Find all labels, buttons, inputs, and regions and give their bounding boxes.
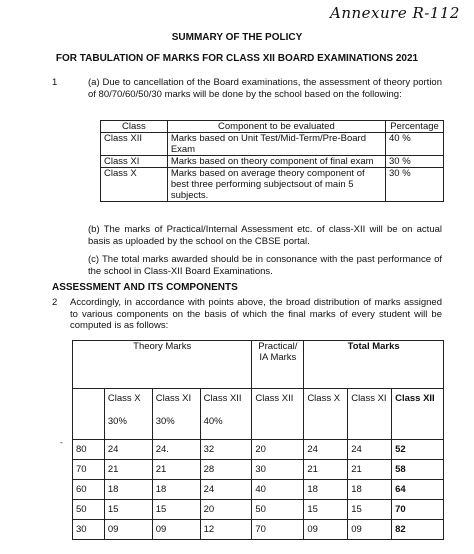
value-cell: 18 bbox=[348, 480, 392, 500]
value-cell: 15 bbox=[304, 500, 348, 520]
class-cell: Class XI bbox=[101, 156, 168, 168]
value-cell: 18 bbox=[104, 480, 152, 500]
sub-header-cell bbox=[200, 389, 252, 440]
final-cell: 70 bbox=[392, 500, 444, 520]
value-cell: 18 bbox=[304, 480, 348, 500]
component-table-header bbox=[101, 121, 444, 133]
sub-header-label: Class XII bbox=[203, 393, 242, 404]
annexure-handwritten-label: Annexure R-112 bbox=[330, 4, 460, 22]
sub-header-cell bbox=[152, 389, 200, 440]
table-row bbox=[101, 133, 444, 156]
page-title: SUMMARY OF THE POLICY bbox=[171, 32, 303, 43]
sub-header-cell bbox=[252, 389, 304, 440]
value-cell: 09 bbox=[104, 520, 152, 540]
paragraph-a: (a) Due to cancellation of the Board examinations, the assessment of theory portion of 80/70/60/50/30 marks will be done by the school based on the following: bbox=[88, 77, 442, 100]
value-cell: 21 bbox=[348, 460, 392, 480]
class-cell: Class XII bbox=[101, 133, 168, 156]
final-cell: 82 bbox=[392, 520, 444, 540]
value-cell: 28 bbox=[200, 460, 252, 480]
percentage-cell: 30 % bbox=[386, 168, 444, 202]
final-cell: 52 bbox=[392, 440, 444, 460]
class-cell: Class X bbox=[101, 168, 168, 202]
total-cell: 60 bbox=[73, 480, 105, 500]
value-cell: 24 bbox=[304, 440, 348, 460]
sub-header-row bbox=[73, 389, 444, 440]
value-cell: 21 bbox=[304, 460, 348, 480]
sub-header-cell bbox=[392, 389, 444, 440]
sub-header-cell bbox=[104, 389, 152, 440]
page-subtitle: FOR TABULATION OF MARKS FOR CLASS XII BOARD EXAMINATIONS 2021 bbox=[55, 53, 419, 64]
component-cell: Marks based on average theory component of best three performing subjectsout of main 5 subjects. bbox=[167, 168, 385, 202]
total-cell: 30 bbox=[73, 520, 105, 540]
value-cell: 24. bbox=[152, 440, 200, 460]
final-cell: 58 bbox=[392, 460, 444, 480]
total-cell: 70 bbox=[73, 460, 105, 480]
item-2-number: 2 bbox=[52, 297, 58, 308]
sub-header-pct: 40% bbox=[203, 416, 223, 427]
blank-cell bbox=[73, 389, 105, 440]
value-cell: 21 bbox=[104, 460, 152, 480]
table-row bbox=[73, 520, 444, 540]
paragraph-2: Accordingly, in accordance with points above, the broad distribution of marks assigned to various components on the basis of which the final marks of every student will be computed is as follows: bbox=[70, 297, 442, 331]
paragraph-c: (c) The total marks awarded should be in consonance with the past performance of the school in Class-XII Board Examinations. bbox=[88, 254, 442, 277]
margin-mark: - bbox=[60, 438, 63, 447]
table-row bbox=[73, 480, 444, 500]
component-cell: Marks based on Unit Test/Mid-Term/Pre-Board Exam bbox=[167, 133, 385, 156]
table-row bbox=[73, 460, 444, 480]
value-cell: 09 bbox=[152, 520, 200, 540]
sub-header-pct: 30% bbox=[107, 416, 127, 427]
component-cell: Marks based on theory component of final exam bbox=[167, 156, 385, 168]
sub-header-label: Class X bbox=[107, 393, 141, 404]
value-cell: 21 bbox=[152, 460, 200, 480]
value-cell: 12 bbox=[200, 520, 252, 540]
total-cell: 80 bbox=[73, 440, 105, 460]
total-cell: 50 bbox=[73, 500, 105, 520]
item-1-number: 1 bbox=[52, 77, 58, 88]
header-component: Component to be evaluated bbox=[167, 121, 385, 133]
practical-ia-header: Practical/ IA Marks bbox=[252, 341, 304, 389]
value-cell: 15 bbox=[152, 500, 200, 520]
value-cell: 24 bbox=[104, 440, 152, 460]
value-cell: 24 bbox=[348, 440, 392, 460]
sub-header-label: Class XI bbox=[155, 393, 192, 404]
total-marks-header: Total Marks bbox=[304, 341, 444, 389]
table-row bbox=[101, 156, 444, 168]
table-row bbox=[73, 500, 444, 520]
value-cell: 40 bbox=[252, 480, 304, 500]
value-cell: 09 bbox=[304, 520, 348, 540]
marks-distribution-table bbox=[72, 340, 444, 540]
header-percentage: Percentage bbox=[386, 121, 444, 133]
sub-header-label: Class XII bbox=[395, 393, 435, 404]
header-class: Class bbox=[101, 121, 168, 133]
percentage-cell: 40 % bbox=[386, 133, 444, 156]
value-cell: 24 bbox=[200, 480, 252, 500]
value-cell: 32 bbox=[200, 440, 252, 460]
value-cell: 50 bbox=[252, 500, 304, 520]
sub-header-pct: 30% bbox=[155, 416, 175, 427]
paragraph-b: (b) The marks of Practical/Internal Assessment etc. of class-XII will be on actual basis as uploaded by the school on the CBSE portal. bbox=[88, 224, 442, 247]
section-heading: ASSESSMENT AND ITS COMPONENTS bbox=[52, 282, 238, 293]
table-row bbox=[73, 440, 444, 460]
final-cell: 64 bbox=[392, 480, 444, 500]
value-cell: 20 bbox=[200, 500, 252, 520]
component-table bbox=[100, 120, 444, 202]
component-table-wrap bbox=[100, 120, 444, 202]
theory-marks-header: Theory Marks bbox=[73, 341, 252, 389]
value-cell: 18 bbox=[152, 480, 200, 500]
value-cell: 70 bbox=[252, 520, 304, 540]
table-row bbox=[101, 168, 444, 202]
percentage-cell: 30 % bbox=[386, 156, 444, 168]
value-cell: 09 bbox=[348, 520, 392, 540]
value-cell: 15 bbox=[104, 500, 152, 520]
sub-header-label: Class XI bbox=[351, 393, 387, 404]
value-cell: 15 bbox=[348, 500, 392, 520]
group-header-row bbox=[73, 341, 444, 389]
sub-header-label: Class XII bbox=[255, 393, 294, 404]
marks-table-wrap bbox=[72, 340, 444, 540]
value-cell: 20 bbox=[252, 440, 304, 460]
value-cell: 30 bbox=[252, 460, 304, 480]
sub-header-cell bbox=[304, 389, 348, 440]
sub-header-cell bbox=[348, 389, 392, 440]
sub-header-label: Class X bbox=[307, 393, 341, 404]
